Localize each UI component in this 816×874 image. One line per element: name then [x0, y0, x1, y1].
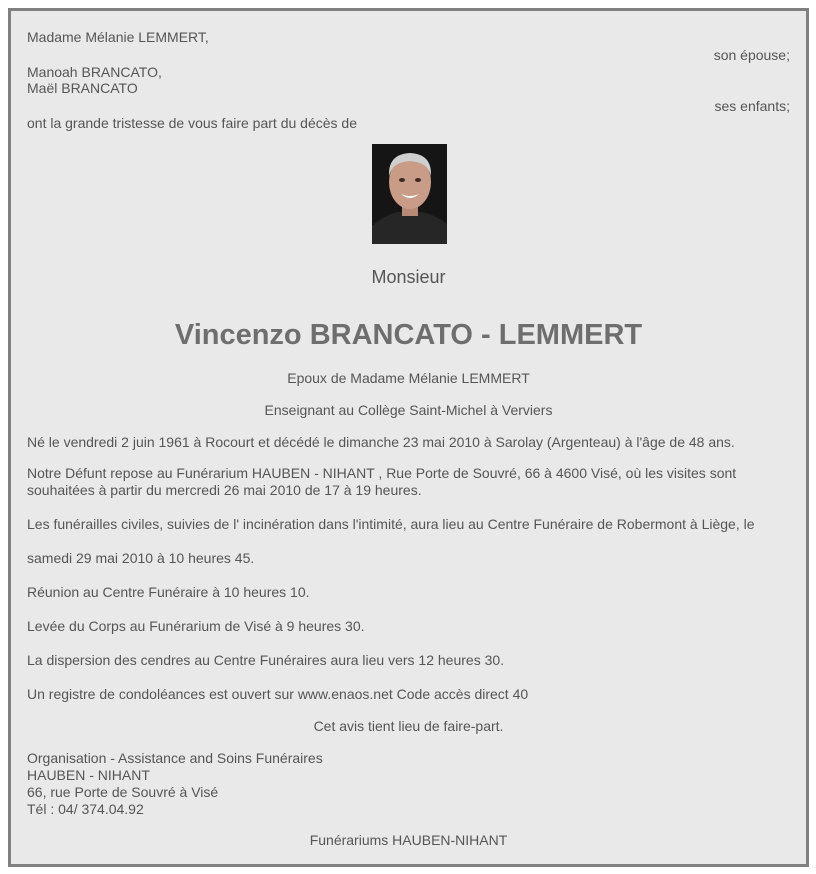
dispersion-line: La dispersion des cendres au Centre Funéraires aura lieu vers 12 heures 30.	[27, 652, 505, 668]
obituary-frame	[8, 8, 809, 867]
meeting-line: Réunion au Centre Funéraire à 10 heures 10.	[27, 584, 310, 600]
organisation-address: 66, rue Porte de Souvré à Visé	[27, 784, 219, 800]
organisation-line-1: Organisation - Assistance and Soins Funéraires	[27, 750, 323, 766]
funeral-line-2: samedi 29 mai 2010 à 10 heures 45.	[27, 550, 255, 566]
honorific: Monsieur	[371, 267, 446, 287]
notice-line: Cet avis tient lieu de faire-part.	[313, 718, 504, 734]
organisation-phone: Tél : 04/ 374.04.92	[27, 801, 144, 817]
rest-line-1: Notre Défunt repose au Funérarium HAUBEN - NIHANT , Rue Porte de Souvré, 66 à 4600 Visé, où les visites sont	[27, 465, 737, 481]
footer-signature: Funérariums HAUBEN-NIHANT	[309, 832, 508, 848]
deceased-name: Vincenzo BRANCATO - LEMMERT	[174, 319, 643, 351]
child-name-1: Manoah BRANCATO,	[27, 64, 162, 80]
child-name-2: Maël BRANCATO	[27, 80, 138, 96]
levee-line: Levée du Corps au Funérarium de Visé à 9 heures 30.	[27, 618, 365, 634]
funeral-line-1: Les funérailles civiles, suivies de l' incinération dans l'intimité, aura lieu au Centre Funéraire de Robermont à Liège, le	[27, 516, 755, 532]
portrait-image	[372, 144, 447, 244]
profession: Enseignant au Collège Saint-Michel à Verviers	[264, 402, 553, 418]
deceased-photo	[372, 144, 447, 244]
announcement: ont la grande tristesse de vous faire part du décès de	[27, 115, 357, 131]
organisation-line-2: HAUBEN - NIHANT	[27, 767, 150, 783]
spouse-role: son épouse;	[713, 47, 790, 63]
children-role: ses enfants;	[714, 98, 790, 114]
birth-death: Né le vendredi 2 juin 1961 à Rocourt et décédé le dimanche 23 mai 2010 à Sarolay (Argenteau) à l'âge de 48 ans.	[27, 434, 735, 450]
rest-line-2: souhaitées à partir du mercredi 26 mai 2010 de 17 à 19 heures.	[27, 482, 422, 498]
registry-line: Un registre de condoléances est ouvert sur www.enaos.net Code accès direct 40	[27, 686, 529, 702]
spouse-line: Epoux de Madame Mélanie LEMMERT	[287, 370, 530, 386]
spouse-name: Madame Mélanie LEMMERT,	[27, 29, 209, 45]
